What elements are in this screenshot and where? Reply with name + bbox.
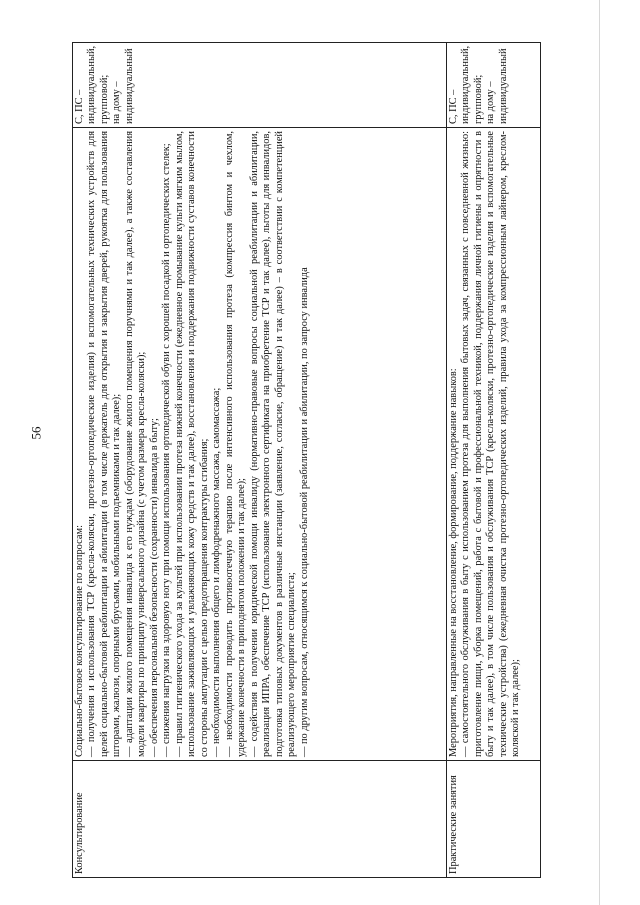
table-row <box>73 43 447 878</box>
form-line: индивидуальный <box>497 48 509 124</box>
form-line: индивидуальный, <box>86 45 98 124</box>
form-line: С, ПС – <box>74 89 85 124</box>
form-line: С, ПС – <box>448 89 459 124</box>
content-line: — по другим вопросам, относящимся к социально-бытовой реабилитации и абилитации, по запросу инвалида <box>298 267 310 757</box>
content-line: — необходимости проводить противоотечную терапию после интенсивного использования протеза (компрессия бинтом и чехлом, удержание конечности в приподнятом положении и так далее); <box>223 131 248 757</box>
content-line: — получения и использования ТСР (кресла-коляски, протезно-ортопедические изделия) и вспомогательных технических устройств для целей социально-бытовой реабилитации и абилитации (в том числе держатель для открытия и закрытия дверей, рукоятка для пользования шторами, жалюзи, опорными брусьями, мобильными подъемниками и так далее); <box>86 131 123 757</box>
content-line: — необходимости выполнения общего и лимфодренажного массажа, самомассажа; <box>211 387 223 757</box>
page-number: 56 <box>28 426 44 440</box>
table-row <box>447 43 541 878</box>
content-line: — адаптации жилого помещения инвалида к его нуждам (оборудование жилого помещения поручнями и так далее), а также составления модели квартиры по принципу универсального дизайна (с учетом размера кресла-коляски); <box>123 131 148 757</box>
scan-edge-line <box>599 0 600 905</box>
row-content-cell <box>73 128 447 761</box>
content-line: — правил гигиенического ухода за культей при использовании протеза нижней конечности (ежедневное промывание культи мягким мылом, использование заживляющих и увлажняющих кожу средств и так далее), восстановления и поддержания подвижности суставов конечности со стороны ампутации с целью предотвращения контрактуры сгибания; <box>173 131 210 757</box>
rotated-table-wrapper <box>72 42 540 878</box>
form-line: групповой; <box>98 74 110 124</box>
form-line: групповой; <box>472 74 484 124</box>
row-name-cell: Практические занятия <box>447 761 541 878</box>
content-line: — снижения нагрузки на здоровую ногу при помощи использования ортопедической обуви с хорошей посадкой и ортопедических стелек; <box>161 143 173 757</box>
row-content-cell <box>447 128 541 761</box>
row-name-cell: Консультирование <box>73 761 447 878</box>
rehabilitation-table <box>72 42 541 878</box>
form-line: индивидуальный, <box>460 45 472 124</box>
row-form-cell <box>447 43 541 128</box>
form-line: на дому – <box>485 81 497 124</box>
content-line: — содействия в получении юридической помощи инвалиду (нормативно-правовые вопросы социальной реабилитации и абилитации, реализация ИПРА, обеспечение ТСР (использование электронного сертификата на приобретение ТСР и так далее), льготы для инвалидов, подготовка типовых документов в различные инстанции (заявление, согласие, обращение) и так далее) – в соответствии с компетенцией реализующего мероприятие специалиста; <box>248 131 298 757</box>
content-line: — обеспечения персональной безопасности (сохранности) инвалида в быту; <box>148 418 160 757</box>
content-line: Социально-бытовое консультирование по вопросам: <box>74 525 85 757</box>
form-line: индивидуальный <box>123 48 135 124</box>
content-line: — самостоятельного обслуживания в быту с использованием протеза для выполнения бытовых задач, связанных с повседневной жизнью: приготовление пищи, уборка помещений, работа с бытовой и профессиональной техникой, поддержания личной гигиены и опрятности в быту и так далее), в том числе пользования и обслуживания ТСР (кресла-коляски, протезно-ортопедические изделия и вспомогательные технические устройства) (ежедневная очистка протезно-ортопедических изделий, правила ухода за компрессионным лайнером, креслом-коляской и так далее); <box>460 131 522 757</box>
content-line: Мероприятия, направленные на восстановление, формирование, поддержание навыков: <box>448 368 459 757</box>
form-line: на дому – <box>111 81 123 124</box>
row-form-cell <box>73 43 447 128</box>
